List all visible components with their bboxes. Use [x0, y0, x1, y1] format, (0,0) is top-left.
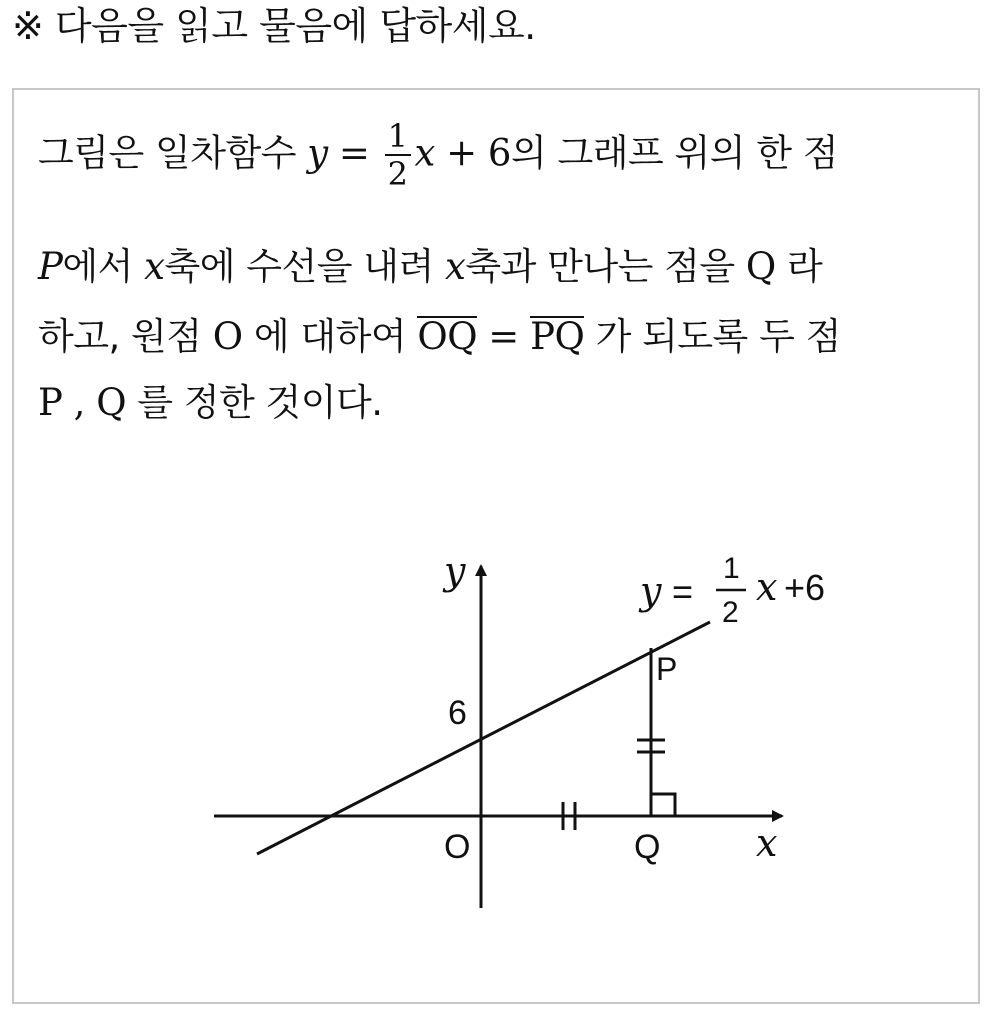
fraction-numerator: 1 [385, 118, 411, 156]
equation-rest: +6 [784, 567, 826, 608]
math-equals: = [477, 315, 531, 358]
math-Q: Q [745, 245, 776, 288]
math-x: x [144, 245, 165, 288]
equation-y: y [640, 569, 662, 613]
math-x: x [445, 245, 466, 288]
text-segment: 그림은 일차함수 [38, 131, 308, 175]
text-segment: 의 그래프 위의 한 점 [510, 131, 838, 175]
x-axis-label: x [756, 821, 778, 865]
equation-frac-num: 1 [723, 552, 740, 585]
math-comma: , [62, 381, 97, 424]
function-line [257, 622, 710, 854]
instruction-text: ※ 다음을 읽고 물음에 답하세요. [12, 4, 536, 48]
point-p-label: P [656, 651, 678, 687]
math-P: P [38, 381, 63, 424]
y-axis-label: y [444, 549, 466, 593]
equation-frac-den: 2 [722, 596, 739, 629]
equation-equals: = [672, 571, 694, 612]
segment-OQ: OQ [417, 315, 478, 358]
text-segment: 가 되도록 두 점 [584, 315, 841, 358]
origin-label: O [444, 828, 471, 866]
text-segment: 축과 만나는 점을 [465, 245, 746, 288]
text-segment: 하고, 원점 [38, 315, 213, 358]
text-segment: 라 [775, 245, 823, 288]
fraction-denominator: 2 [387, 155, 408, 193]
equation-x: x [756, 565, 778, 609]
text-segment: 를 정한 것이다. [126, 381, 383, 424]
math-x: x [414, 131, 435, 175]
point-q-label: Q [634, 828, 661, 866]
math-O: O [212, 315, 243, 358]
math-P: P [38, 245, 63, 288]
segment-PQ: PQ [530, 315, 585, 358]
math-equals: = [327, 131, 381, 175]
text-segment: 축에 수선을 내려 [164, 245, 446, 288]
math-y: y [307, 131, 328, 175]
right-angle-mark [651, 794, 675, 816]
text-segment: 에 대하여 [242, 315, 418, 358]
intercept-label: 6 [448, 694, 467, 732]
math-Q: Q [96, 381, 127, 424]
text-segment: 에서 [62, 245, 145, 288]
math-plus-six: + 6 [434, 131, 511, 175]
